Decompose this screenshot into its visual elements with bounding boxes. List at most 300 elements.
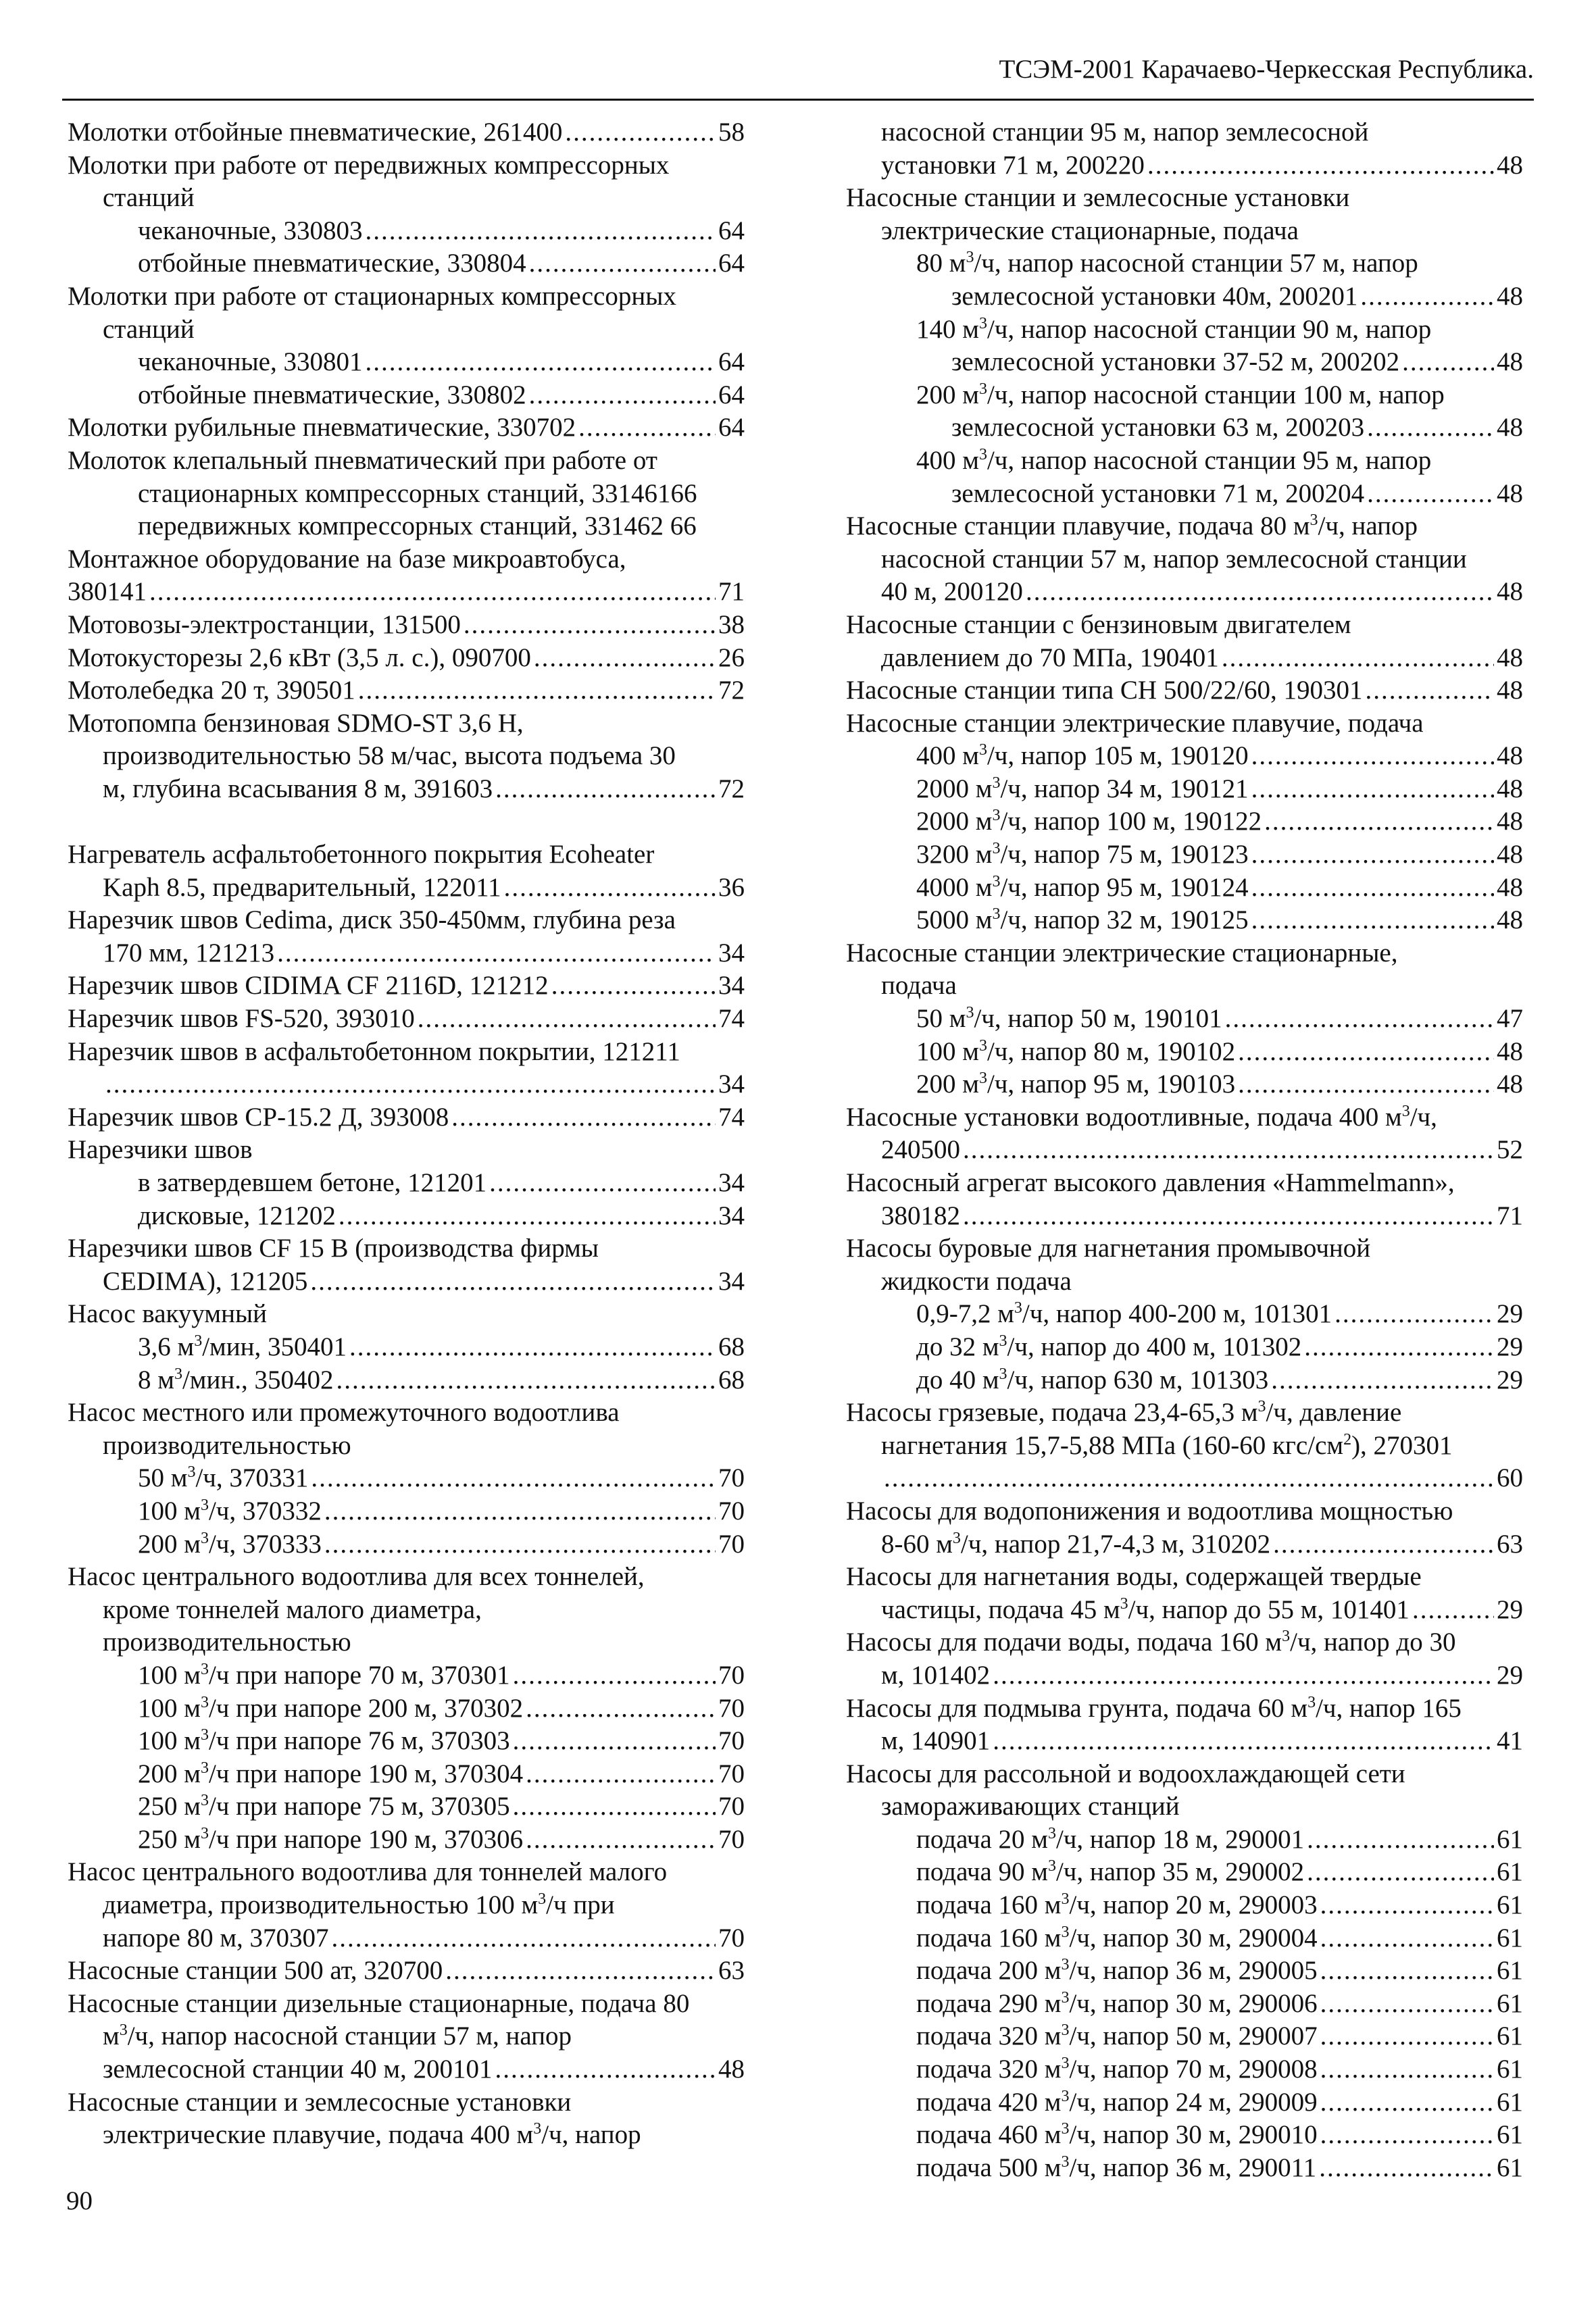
entry-page-number: 29 [1497, 1332, 1523, 1361]
index-entry-text [846, 970, 1523, 1003]
entry-page-number: 48 [1497, 577, 1523, 607]
index-entry [68, 674, 745, 707]
entry-page-number: 47 [1497, 1004, 1523, 1034]
dot-leader [1320, 2020, 1494, 2053]
dot-leader [526, 1758, 716, 1791]
entry-page-number: 64 [718, 347, 745, 377]
entry-text: 200 $м^3/ч$, напор насосной станции 100 м, напор [916, 380, 1445, 409]
dot-leader [464, 609, 716, 642]
index-entry-text [68, 1626, 745, 1659]
entry-page-number: 61 [1497, 2153, 1523, 2182]
entry-text: землесосной установки 40м, 200201 [951, 281, 1358, 311]
index-entry [846, 1659, 1523, 1692]
dot-leader [1251, 740, 1494, 773]
index-entry [68, 609, 745, 642]
index-entry-text [68, 149, 745, 182]
dot-leader [1225, 1003, 1494, 1036]
entry-page-number: 61 [1497, 2055, 1523, 2084]
entry-text: Насосные установки водоотливные, подача 400 $м^3/ч$, [846, 1102, 1437, 1132]
dot-leader [1402, 346, 1494, 379]
entry-text: 2000 $м^3/ч$, напор 34 м, 190121 [916, 774, 1249, 803]
dot-leader [534, 642, 716, 675]
index-entry [846, 838, 1523, 872]
entry-page-number: 70 [718, 1660, 745, 1690]
entry-text: производительностью 58 м/час, высота подъема 30 [103, 741, 676, 771]
entry-page-number: 48 [1497, 840, 1523, 870]
index-entry-text [68, 543, 745, 576]
index-entry [846, 1856, 1523, 1889]
index-entry [846, 904, 1523, 937]
index-entry [68, 1725, 745, 1758]
entry-text: 400 $м^3/ч$, напор насосной станции 95 м, напор [916, 445, 1432, 475]
entry-text: Нарезчики швов [68, 1135, 253, 1165]
entry-page-number: 29 [1497, 1660, 1523, 1690]
index-entry-text [68, 1430, 745, 1463]
dot-leader [963, 1134, 1494, 1167]
index-entry-text [846, 1101, 1523, 1134]
entry-text: Насосные станции и землесосные установки [846, 183, 1350, 213]
dot-leader [1320, 1922, 1494, 1955]
index-entry [846, 1200, 1523, 1233]
dot-leader [358, 674, 716, 707]
entry-page-number: 48 [1497, 413, 1523, 443]
index-entry-text [846, 1692, 1523, 1726]
dot-leader [513, 1790, 716, 1823]
entry-text: до 40 $м^3/ч$, напор 630 м, 101303 [916, 1365, 1269, 1394]
entry-text: Насосы буровые для нагнетания промывочной [846, 1234, 1371, 1263]
index-entry [846, 2053, 1523, 2086]
dot-leader [1320, 2119, 1494, 2152]
entry-text: станций [103, 314, 195, 344]
entry-page-number: 34 [718, 1201, 745, 1230]
dot-leader [1251, 904, 1494, 937]
index-column-right [846, 116, 1523, 2184]
entry-text: 250 $м^3/ч$ при напоре 190 м, 370306 [138, 1824, 524, 1854]
index-entry-text [846, 609, 1523, 642]
index-entry [68, 576, 745, 609]
dot-leader [365, 346, 716, 379]
entry-page-number: 70 [718, 1693, 745, 1723]
index-entry-text [846, 215, 1523, 248]
entry-text: Нарезчик швов FS-520, 393010 [68, 1004, 415, 1034]
index-entry-text [846, 1495, 1523, 1528]
entry-text: Насосные станции дизельные стационарные, подача 80 [68, 1988, 690, 2018]
entry-text: 2000 $м^3/ч$, напор 100 м, 190122 [916, 807, 1262, 836]
entry-text: Насосные станции 500 ат, 320700 [68, 1956, 443, 1986]
dot-leader [495, 773, 716, 806]
dot-leader [324, 1495, 716, 1528]
entry-text: Насосы для подачи воды, подача 160 $м^3/ч$, напор до 30 [846, 1628, 1456, 1657]
entry-page-number: 61 [1497, 2021, 1523, 2051]
entry-page-number: 70 [718, 1726, 745, 1756]
dot-leader [489, 1167, 716, 1200]
dot-leader [1273, 1528, 1494, 1561]
dot-leader [1307, 1856, 1494, 1889]
entry-page-number: 26 [718, 643, 745, 672]
entry-page-number: 61 [1497, 1923, 1523, 1953]
entry-text: подача [881, 971, 957, 1001]
index-entry-text [68, 1134, 745, 1167]
index-entry-text [846, 247, 1523, 280]
entry-page-number: 34 [718, 938, 745, 967]
entry-text: 8-60 $м^3/ч$, напор 21,7-4,3 м, 310202 [881, 1529, 1271, 1559]
entry-text: подача 320 $м^3/ч$, напор 70 м, 290008 [916, 2055, 1318, 2084]
entry-text: электрические плавучие, подача 400 $м^3/ч$, напор [103, 2120, 641, 2150]
entry-text: м, 101402 [881, 1660, 991, 1690]
entry-text: м, глубина всасывания 8 м, 391603 [103, 774, 493, 803]
index-entry [68, 379, 745, 412]
entry-page-number: 72 [718, 676, 745, 705]
entry-text: Молотки при работе от передвижных компрессорных [68, 150, 670, 180]
entry-text: отбойные пневматические, 330802 [138, 380, 526, 409]
entry-text: 240500 [881, 1135, 960, 1165]
index-entry-text [68, 1988, 745, 2021]
entry-text: Насосные станции и землесосные установки [68, 2087, 572, 2117]
entry-page-number: 70 [718, 1496, 745, 1526]
dot-leader [451, 1101, 716, 1134]
index-entry [846, 576, 1523, 609]
entry-text: Насосы для рассольной и водоохлаждающей сети [846, 1759, 1405, 1788]
entry-text: 200 $м^3/ч$ при напоре 190 м, 370304 [138, 1759, 524, 1788]
dot-leader [495, 2053, 716, 2086]
index-entry [68, 1528, 745, 1561]
entry-text: Молотки при работе от стационарных компрессорных [68, 281, 676, 311]
entry-text: 200 $м^3/ч$, напор 95 м, 190103 [916, 1070, 1236, 1099]
dot-leader [526, 1692, 716, 1726]
entry-text: 380182 [881, 1201, 960, 1230]
entry-text: землесосной станции 40 м, 200101 [103, 2055, 493, 2084]
entry-page-number: 64 [718, 380, 745, 409]
entry-text: Насосный агрегат высокого давления «Hammelmann», [846, 1168, 1455, 1197]
entry-page-number: 58 [718, 118, 745, 147]
entry-text: подача 160 $м^3/ч$, напор 30 м, 290004 [916, 1923, 1318, 1953]
index-entry [846, 149, 1523, 182]
index-entry-text [846, 1561, 1523, 1594]
entry-text: Насос центрального водоотлива для тоннелей малого [68, 1857, 668, 1887]
dot-leader [324, 1528, 716, 1561]
entry-page-number: 34 [718, 1168, 745, 1197]
entry-page-number: 70 [718, 1759, 745, 1788]
entry-text: 50 $м^3/ч$, 370331 [138, 1463, 309, 1493]
index-entry-text [68, 707, 745, 740]
index-entry-text [846, 1430, 1523, 1463]
entry-page-number: 64 [718, 249, 745, 278]
entry-page-number: 29 [1497, 1365, 1523, 1394]
index-entry-text [68, 1397, 745, 1430]
entry-text: производительностью [103, 1628, 351, 1657]
index-entry-text [68, 478, 745, 511]
entry-text: 0,9-7,2 $м^3/ч$, напор 400-200 м, 101301 [916, 1299, 1332, 1329]
entry-text: Насосы для подмыва грунта, подача 60 $м^3/ч$, напор 165 [846, 1693, 1462, 1723]
index-entry [68, 1364, 745, 1397]
index-entry [68, 215, 745, 248]
entry-text: станций [103, 183, 195, 213]
entry-page-number: 64 [718, 216, 745, 245]
entry-text: 100 $м^3/ч$ при напоре 76 м, 370303 [138, 1726, 510, 1756]
index-entry-text [846, 1265, 1523, 1299]
dot-leader [349, 1331, 716, 1364]
index-entry-text [68, 1594, 745, 1627]
entry-text: 8 $м^3$/мин., 350402 [138, 1365, 334, 1394]
entry-page-number: 29 [1497, 1299, 1523, 1329]
dot-leader [1304, 1331, 1494, 1364]
entry-text: CEDIMA), 121205 [103, 1266, 308, 1296]
entry-page-number: 74 [718, 1102, 745, 1132]
entry-text: Насос вакуумный [68, 1299, 268, 1329]
index-entry [846, 740, 1523, 773]
entry-text: подача 200 $м^3/ч$, напор 36 м, 290005 [916, 1956, 1318, 1986]
blank-line [68, 805, 745, 838]
dot-leader [445, 1955, 716, 1988]
index-entry-text [846, 379, 1523, 412]
dot-leader [993, 1659, 1494, 1692]
entry-page-number: 48 [1497, 347, 1523, 377]
index-entry [846, 1364, 1523, 1397]
dot-leader [529, 379, 716, 412]
index-entry [846, 642, 1523, 675]
dot-leader [1251, 773, 1494, 806]
index-entry [68, 1495, 745, 1528]
entry-page-number: 60 [1497, 1463, 1523, 1493]
index-entry-text [846, 313, 1523, 347]
index-entry [68, 1003, 745, 1036]
dot-leader [1264, 805, 1494, 838]
entry-text: Нарезчик швов CIDIMA CF 2116D, 121212 [68, 971, 549, 1001]
entry-page-number: 70 [718, 1824, 745, 1854]
entry-page-number: 61 [1497, 1890, 1523, 1920]
dot-leader [311, 1462, 716, 1495]
dot-leader [1307, 1823, 1494, 1857]
entry-text: отбойные пневматические, 330804 [138, 249, 526, 278]
entry-text: 100 $м^3/ч$ при напоре 70 м, 370301 [138, 1660, 510, 1690]
entry-text: насосной станции 95 м, напор землесосной [881, 118, 1369, 147]
entry-text: Насос местного или промежуточного водоотлива [68, 1398, 620, 1428]
index-entry [846, 1003, 1523, 1036]
entry-text: подача 20 $м^3/ч$, напор 18 м, 290001 [916, 1824, 1305, 1854]
entry-text: передвижных компрессорных станций, 331462 66 [138, 511, 697, 541]
entry-page-number: 64 [718, 413, 745, 443]
entry-text: Kaph 8.5, предварительный, 122011 [103, 872, 501, 902]
entry-text: дисковые, 121202 [138, 1201, 336, 1230]
index-entry [846, 872, 1523, 905]
index-entry [846, 411, 1523, 445]
entry-page-number: 48 [1497, 872, 1523, 902]
dot-leader [1366, 674, 1494, 707]
index-entry-text [846, 1790, 1523, 1823]
entry-text: 400 $м^3/ч$, напор 105 м, 190120 [916, 741, 1249, 771]
dot-leader [1367, 478, 1494, 511]
entry-text: Молотки отбойные пневматические, 261400 [68, 118, 563, 147]
entry-text: в затвердевшем бетоне, 121201 [138, 1168, 487, 1197]
index-column-left [68, 116, 745, 2152]
entry-text: насосной станции 57 м, напор землесосной станции [881, 544, 1467, 574]
index-entry [68, 1790, 745, 1823]
dot-leader [149, 576, 716, 609]
entry-text: 100 $м^3/ч$, 370332 [138, 1496, 322, 1526]
index-entry [846, 478, 1523, 511]
index-entry [846, 1036, 1523, 1069]
entry-text: 40 м, 200120 [881, 577, 1023, 607]
index-entry-text [846, 1758, 1523, 1791]
dot-leader [1271, 1364, 1494, 1397]
index-entry-text [846, 1232, 1523, 1265]
entry-page-number: 48 [1497, 741, 1523, 771]
entry-page-number: 48 [1497, 150, 1523, 180]
dot-leader [1320, 1955, 1494, 1988]
entry-text: Мотолебедка 20 т, 390501 [68, 676, 355, 705]
index-entry [846, 2152, 1523, 2185]
index-entry [68, 642, 745, 675]
entry-text: Мотопомпа бензиновая SDMO-ST 3,6 H, [68, 708, 524, 738]
dot-leader [1367, 411, 1494, 445]
index-entry-text [846, 1397, 1523, 1430]
entry-text: Молотки рубильные пневматические, 330702 [68, 413, 576, 443]
entry-page-number: 36 [718, 872, 745, 902]
dot-leader [1238, 1036, 1494, 1069]
entry-text: м, 140901 [881, 1726, 991, 1756]
index-entry [846, 1134, 1523, 1167]
dot-leader [513, 1725, 716, 1758]
entry-page-number: 71 [718, 577, 745, 607]
entry-page-number: 61 [1497, 1857, 1523, 1887]
entry-page-number: 70 [718, 1463, 745, 1493]
entry-text: подача 320 $м^3/ч$, напор 50 м, 290007 [916, 2021, 1318, 2051]
index-entry-text [68, 904, 745, 937]
index-entry-text [68, 2119, 745, 2152]
entry-text: Нагреватель асфальтобетонного покрытия Ecoheater [68, 840, 655, 870]
index-entry [846, 773, 1523, 806]
entry-page-number: 63 [718, 1956, 745, 1986]
dot-leader [277, 937, 716, 970]
index-entry [846, 1922, 1523, 1955]
entry-text: давлением до 70 МПа, 190401 [881, 643, 1219, 672]
entry-text: 5000 $м^3/ч$, напор 32 м, 190125 [916, 905, 1249, 935]
dot-leader [418, 1003, 716, 1036]
index-entry [846, 1988, 1523, 2021]
index-entry-text [68, 2020, 745, 2053]
entry-page-number: 48 [1497, 807, 1523, 836]
entry-text: 50 $м^3/ч$, напор 50 м, 190101 [916, 1004, 1222, 1034]
entry-text: 100 $м^3/ч$, напор 80 м, 190102 [916, 1036, 1236, 1066]
index-entry-text [68, 2086, 745, 2119]
entry-text: Насосы для нагнетания воды, содержащей твердые [846, 1562, 1422, 1592]
entry-text: Насосные станции с бензиновым двигателем [846, 609, 1351, 639]
entry-text: кроме тоннелей малого диаметра, [103, 1594, 482, 1624]
index-entry [846, 805, 1523, 838]
index-entry [68, 346, 745, 379]
index-entry-text [68, 1036, 745, 1069]
entry-text: землесосной установки 63 м, 200203 [951, 413, 1365, 443]
index-entry [68, 1955, 745, 1988]
entry-page-number: 48 [1497, 281, 1523, 311]
dot-leader [1238, 1068, 1494, 1101]
index-entry [68, 247, 745, 280]
index-entry [846, 1594, 1523, 1627]
entry-text: замораживающих станций [881, 1792, 1180, 1821]
entry-text: 380141 [68, 577, 147, 607]
entry-page-number: 72 [718, 774, 745, 803]
entry-text: электрические стационарные, подача [881, 216, 1299, 245]
index-entry-text [68, 182, 745, 215]
entry-text: Монтажное оборудование на базе микроавтобуса, [68, 544, 626, 574]
entry-text: Нарезчик швов в асфальтобетонном покрытии, 121211 [68, 1036, 680, 1066]
entry-text: подача 500 $м^3/ч$, напор 36 м, 290011 [916, 2153, 1317, 2182]
dot-leader [551, 970, 716, 1003]
entry-text: Насосы для водопонижения и водоотлива мощностью [846, 1496, 1453, 1526]
index-entry [846, 2020, 1523, 2053]
entry-text: производительностью [103, 1430, 351, 1460]
dot-leader [365, 215, 716, 248]
index-entry [846, 2086, 1523, 2119]
index-entry-text [846, 1626, 1523, 1659]
index-entry [846, 2119, 1523, 2152]
index-entry [846, 1068, 1523, 1101]
entry-text: 200 $м^3/ч$, 370333 [138, 1529, 322, 1559]
dot-leader [513, 1659, 716, 1692]
entry-text: напоре 80 м, 370307 [103, 1923, 329, 1953]
dot-leader [310, 1265, 716, 1299]
dot-leader [526, 1823, 716, 1857]
index-entry [846, 1462, 1523, 1495]
index-entry [846, 674, 1523, 707]
entry-page-number: 48 [1497, 1036, 1523, 1066]
entry-text: частицы, подача 45 $м^3/ч$, напор до 55 м, 101401 [881, 1594, 1410, 1624]
entry-text: жидкости подача [881, 1266, 1072, 1296]
entry-page-number: 29 [1497, 1594, 1523, 1624]
entry-text: 80 $м^3/ч$, напор насосной станции 57 м, напор [916, 249, 1418, 278]
entry-page-number: 68 [718, 1332, 745, 1361]
index-entry [68, 872, 745, 905]
entry-page-number: 48 [1497, 643, 1523, 672]
entry-text: 3,6 $м^3$/мин, 350401 [138, 1332, 347, 1361]
index-entry [846, 280, 1523, 313]
page-number: 90 [66, 2186, 93, 2215]
entry-text: 4000 $м^3/ч$, напор 95 м, 190124 [916, 872, 1249, 902]
index-entry [68, 1692, 745, 1726]
entry-text: Насосные станции электрические стационарные, [846, 938, 1398, 967]
entry-page-number: 61 [1497, 1824, 1523, 1854]
entry-text: подача 160 $м^3/ч$, напор 20 м, 290003 [916, 1890, 1318, 1920]
dot-leader [1335, 1298, 1494, 1331]
entry-text: Нарезчик швов Cedima, диск 350-450мм, глубина реза [68, 905, 676, 935]
index-entry-text [846, 510, 1523, 543]
entry-text: Насосные станции типа СН 500/22/60, 190301 [846, 676, 1363, 705]
entry-text: Насос центрального водоотлива для всех тоннелей, [68, 1562, 645, 1592]
entry-page-number: 70 [718, 1923, 745, 1953]
entry-text: землесосной установки 71 м, 200204 [951, 478, 1365, 508]
index-entry [68, 1758, 745, 1791]
dot-leader [1320, 2086, 1494, 2119]
entry-text: подача 90 $м^3/ч$, напор 35 м, 290002 [916, 1857, 1305, 1887]
index-entry [846, 346, 1523, 379]
index-entry [846, 1955, 1523, 1988]
index-entry [68, 1200, 745, 1233]
index-entry [68, 1265, 745, 1299]
dot-leader [578, 411, 716, 445]
dot-leader [1251, 872, 1494, 905]
index-entry-text [68, 510, 745, 543]
index-entry [846, 1889, 1523, 1922]
index-entry-text [68, 1856, 745, 1889]
index-entry-text [846, 182, 1523, 215]
dot-leader [1320, 1988, 1494, 2021]
dot-leader [1147, 149, 1494, 182]
index-entry-text [68, 445, 745, 478]
entry-page-number: 34 [718, 1070, 745, 1099]
entry-page-number: 63 [1497, 1529, 1523, 1559]
entry-page-number: 61 [1497, 2087, 1523, 2117]
entry-text: подача 460 $м^3/ч$, напор 30 м, 290010 [916, 2120, 1318, 2150]
